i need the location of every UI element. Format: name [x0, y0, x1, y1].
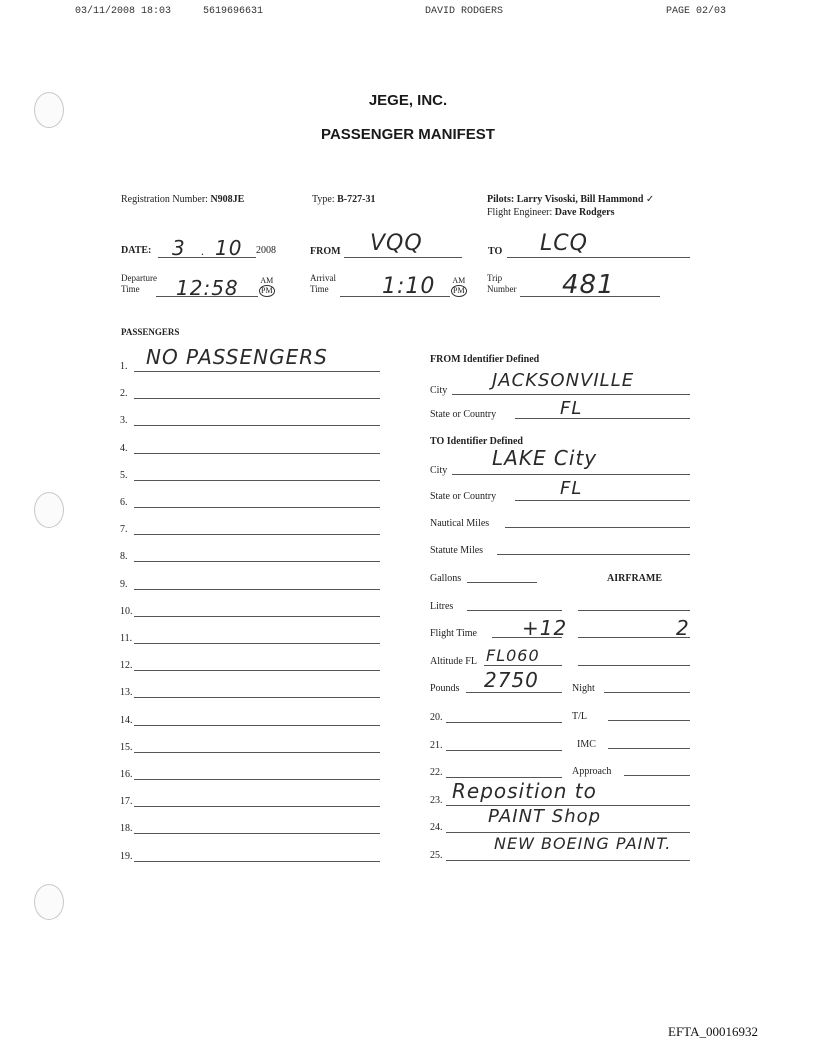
passenger-row-number: 10.: [120, 606, 133, 617]
to-city-underline: [452, 474, 690, 475]
passenger-row-line: [134, 779, 380, 780]
passenger-row-value: NO PASSENGERS: [146, 345, 328, 369]
arrival-label-line1: Arrival: [310, 273, 336, 283]
remark-row-value: PAINT Shop: [488, 806, 602, 827]
from-city-underline: [452, 394, 690, 395]
altitude-underline: [484, 665, 562, 666]
passenger-row-number: 17.: [120, 796, 133, 807]
date-label: DATE:: [121, 245, 152, 256]
litres-airframe-underline: [578, 610, 690, 611]
from-city-label: City: [430, 385, 448, 396]
passenger-row-line: [134, 507, 380, 508]
remark-row-value: NEW BOEING PAINT.: [494, 834, 672, 853]
document-title: PASSENGER MANIFEST: [321, 126, 495, 143]
date-month: 3: [172, 236, 186, 260]
altitude-label: Altitude FL: [430, 656, 477, 667]
passenger-row-number: 18.: [120, 823, 133, 834]
passenger-row-line: [134, 480, 380, 481]
passenger-row-number: 4.: [120, 443, 128, 454]
date-separator: .: [201, 244, 204, 258]
to-city-label: City: [430, 465, 448, 476]
fax-phone: 5619696631: [203, 6, 264, 17]
fax-sender: DAVID RODGERS: [425, 6, 504, 17]
from-value: VQQ: [370, 231, 423, 256]
departure-am: AM: [260, 276, 274, 285]
passenger-row-number: 7.: [120, 524, 128, 535]
from-underline: [344, 257, 462, 258]
remark-row-number: 20.: [430, 712, 443, 723]
passenger-row-number: 11.: [120, 633, 133, 644]
to-state-label: State or Country: [430, 491, 497, 502]
arrival-pm-circled: PM: [453, 286, 465, 295]
remark-row-number: 25.: [430, 850, 443, 861]
to-label: TO: [488, 246, 503, 257]
from-state-value: FL: [560, 398, 583, 419]
departure-label-line1: Departure: [121, 273, 157, 283]
arrival-label-line2: Time: [310, 284, 329, 294]
passenger-row-line: [134, 371, 380, 372]
remark-row-value: Reposition to: [452, 779, 597, 803]
remark-row-line: [446, 860, 690, 861]
airframe-heading: AIRFRAME: [607, 573, 662, 584]
passenger-row-number: 8.: [120, 551, 128, 562]
pilots-field: [487, 194, 654, 205]
from-label: FROM: [310, 246, 341, 257]
passenger-row-line: [134, 453, 380, 454]
passenger-row-number: 6.: [120, 497, 128, 508]
passenger-row-number: 14.: [120, 715, 133, 726]
type-field: [312, 194, 375, 205]
passenger-row-number: 13.: [120, 687, 133, 698]
passenger-row-number: 2.: [120, 388, 128, 399]
pounds-value: 2750: [484, 668, 539, 692]
remark-row-number: 23.: [430, 795, 443, 806]
company-name: JEGE, INC.: [368, 92, 448, 109]
passenger-row-line: [134, 616, 380, 617]
pounds-label: Pounds: [430, 683, 460, 694]
arrival-label: [310, 273, 336, 295]
to-identifier-heading: TO Identifier Defined: [430, 436, 523, 447]
flight-time-label: Flight Time: [430, 628, 477, 639]
arrival-ampm: [451, 276, 467, 297]
remark-row-line: [446, 832, 690, 833]
imc-underline: [608, 748, 690, 749]
checkmark-icon: ✓: [645, 194, 655, 205]
remark-row-number: 22.: [430, 767, 443, 778]
arrival-am: AM: [452, 276, 466, 285]
fax-page: PAGE 02/03: [666, 6, 727, 17]
approach-label: Approach: [572, 766, 612, 777]
passenger-row-line: [134, 697, 380, 698]
passengers-heading: PASSENGERS: [121, 327, 180, 337]
passenger-row-number: 12.: [120, 660, 133, 671]
trip-label-line2: Number: [487, 284, 517, 294]
litres-underline: [467, 610, 562, 611]
litres-label: Litres: [430, 601, 454, 612]
passenger-row-number: 5.: [120, 470, 128, 481]
to-underline: [507, 257, 690, 258]
departure-label-line2: Time: [121, 284, 140, 294]
gallons-underline: [467, 582, 537, 583]
statute-miles-label: Statute Miles: [430, 545, 484, 556]
to-state-value: FL: [560, 478, 583, 499]
binder-hole-middle: [34, 492, 64, 528]
engineer-field: [487, 207, 615, 218]
trip-label-line1: Trip: [487, 273, 503, 283]
fax-datetime: 03/11/2008 18:03: [75, 6, 172, 17]
nautical-miles-underline: [505, 527, 690, 528]
passenger-row-number: 9.: [120, 579, 128, 590]
passenger-row-line: [134, 833, 380, 834]
passenger-row-line: [134, 534, 380, 535]
passenger-row-line: [134, 561, 380, 562]
statute-miles-underline: [497, 554, 690, 555]
to-city-value: LAKE City: [492, 446, 598, 470]
registration-value: N908JE: [210, 194, 245, 205]
from-state-label: State or Country: [430, 409, 497, 420]
date-year: 2008: [256, 245, 276, 256]
passenger-row-number: 16.: [120, 769, 133, 780]
remark-row-line: [446, 750, 562, 751]
passenger-row-number: 3.: [120, 415, 128, 426]
departure-ampm: [259, 276, 275, 297]
passenger-row-line: [134, 861, 380, 862]
imc-label: IMC: [577, 739, 596, 750]
type-label: Type:: [312, 194, 335, 205]
approach-underline: [624, 775, 690, 776]
from-state-underline: [515, 418, 690, 419]
document-id: EFTA_00016932: [668, 1024, 758, 1039]
registration-field: [121, 194, 244, 205]
pounds-underline: [466, 692, 562, 693]
remark-row-line: [446, 722, 562, 723]
nautical-miles-label: Nautical Miles: [430, 518, 490, 529]
engineer-value: Dave Rodgers: [554, 207, 615, 218]
night-underline: [604, 692, 690, 693]
binder-hole-bottom: [34, 884, 64, 920]
night-label: Night: [572, 683, 595, 694]
passenger-row-number: 19.: [120, 851, 133, 862]
passenger-row-line: [134, 725, 380, 726]
altitude-value: FL060: [486, 646, 540, 665]
passenger-row-number: 1.: [120, 361, 128, 372]
registration-label: Registration Number:: [121, 194, 208, 205]
type-value: B-727-31: [337, 194, 376, 205]
passenger-row-number: 15.: [120, 742, 133, 753]
from-city-value: JACKSONVILLE: [492, 370, 635, 391]
passenger-row-line: [134, 643, 380, 644]
to-state-underline: [515, 500, 690, 501]
from-identifier-heading: FROM Identifier Defined: [430, 354, 540, 365]
departure-label: [121, 273, 157, 295]
passenger-row-line: [134, 589, 380, 590]
remark-row-number: 24.: [430, 822, 443, 833]
date-day: 10: [215, 236, 243, 260]
departure-time: 12:58: [176, 276, 239, 300]
tl-underline: [608, 720, 690, 721]
trip-label: [487, 273, 517, 295]
altitude-airframe-underline: [578, 665, 690, 666]
to-value: LCQ: [540, 231, 588, 256]
flight-time-airframe-value: 2: [676, 616, 690, 640]
remark-row-number: 21.: [430, 740, 443, 751]
pilots-value: Larry Visoski, Bill Hammond: [516, 194, 644, 205]
passenger-row-line: [134, 398, 380, 399]
passenger-row-line: [134, 806, 380, 807]
passenger-row-line: [134, 425, 380, 426]
departure-pm-circled: PM: [261, 286, 273, 295]
trip-number: 481: [562, 270, 615, 300]
engineer-label: Flight Engineer:: [487, 207, 553, 218]
flight-time-airframe-underline: [578, 637, 690, 638]
tl-label: T/L: [572, 711, 587, 722]
gallons-label: Gallons: [430, 573, 462, 584]
passenger-row-line: [134, 670, 380, 671]
arrival-time: 1:10: [382, 274, 436, 299]
pilots-label: Pilots:: [487, 194, 515, 205]
remark-row-line: [446, 777, 562, 778]
flight-time-value: +12: [522, 616, 568, 640]
passenger-row-line: [134, 752, 380, 753]
